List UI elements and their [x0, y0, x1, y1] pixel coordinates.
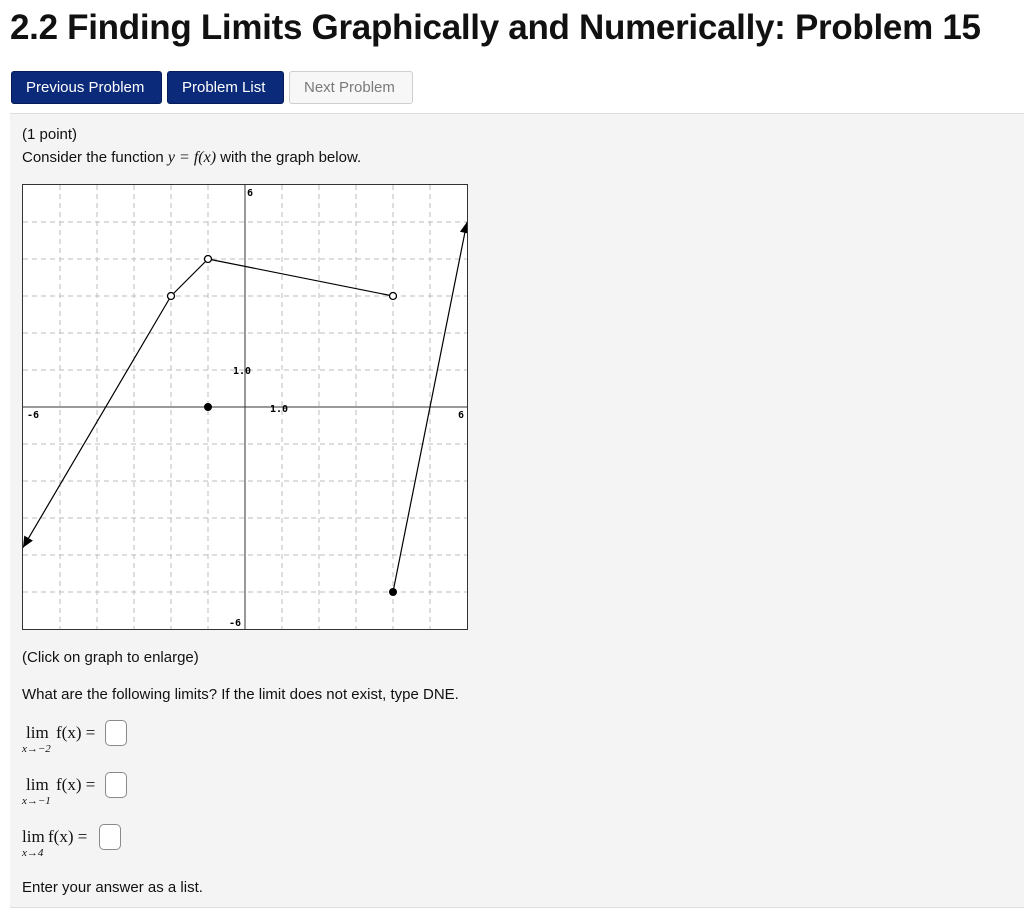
limit-answer-3[interactable] [99, 824, 121, 850]
answer-format-note: Enter your answer as a list. [22, 879, 203, 896]
limit-expression: f(x) = [48, 827, 88, 846]
page-title: 2.2 Finding Limits Graphically and Numerically: Problem 15 [10, 8, 981, 47]
label-x-unit: 1.0 [270, 404, 289, 415]
open-point [390, 293, 397, 300]
limit-answer-2[interactable] [105, 772, 127, 798]
closed-point [204, 403, 212, 411]
problem-intro [22, 149, 361, 167]
curve-segment [208, 259, 393, 296]
graph-canvas [23, 185, 467, 629]
intro-text-after: with the graph below. [216, 149, 362, 166]
next-problem-button[interactable]: Next Problem [289, 71, 413, 104]
problem-list-button[interactable]: Problem List [167, 71, 284, 104]
limit-subscript: x→−2 [22, 743, 51, 755]
axes [23, 185, 467, 629]
previous-problem-button[interactable]: Previous Problem [11, 71, 162, 104]
label-y-unit: 1.0 [233, 366, 252, 377]
limit-expression: f(x) = [56, 775, 96, 794]
function-graph[interactable] [22, 184, 468, 630]
enlarge-note: (Click on graph to enlarge) [22, 649, 199, 666]
limit-word: lim [22, 827, 45, 846]
limits-question: What are the following limits? If the limit does not exist, type DNE. [22, 686, 459, 703]
limit-word: lim [26, 723, 49, 742]
problem-points: (1 point) [22, 126, 78, 143]
arrowhead [23, 536, 33, 548]
limit-expression: f(x) = [56, 723, 96, 742]
label-y-min: -6 [229, 618, 242, 629]
problem-navigation [11, 71, 418, 104]
open-point [205, 256, 212, 263]
label-x-max: 6 [458, 410, 465, 421]
limit-word: lim [26, 775, 49, 794]
problem-panel [10, 113, 1024, 908]
limit-subscript: x→4 [22, 847, 44, 859]
label-y-max: 6 [247, 188, 254, 199]
limit-subscript: x→−1 [22, 795, 51, 807]
arrowhead [460, 222, 467, 234]
label-x-min: -6 [27, 410, 40, 421]
limit-answer-1[interactable] [105, 720, 127, 746]
curve-segment [171, 259, 208, 296]
open-point [168, 293, 175, 300]
intro-text-before: Consider the function [22, 149, 168, 166]
closed-point [389, 588, 397, 596]
intro-math: y = f(x) [167, 149, 217, 166]
